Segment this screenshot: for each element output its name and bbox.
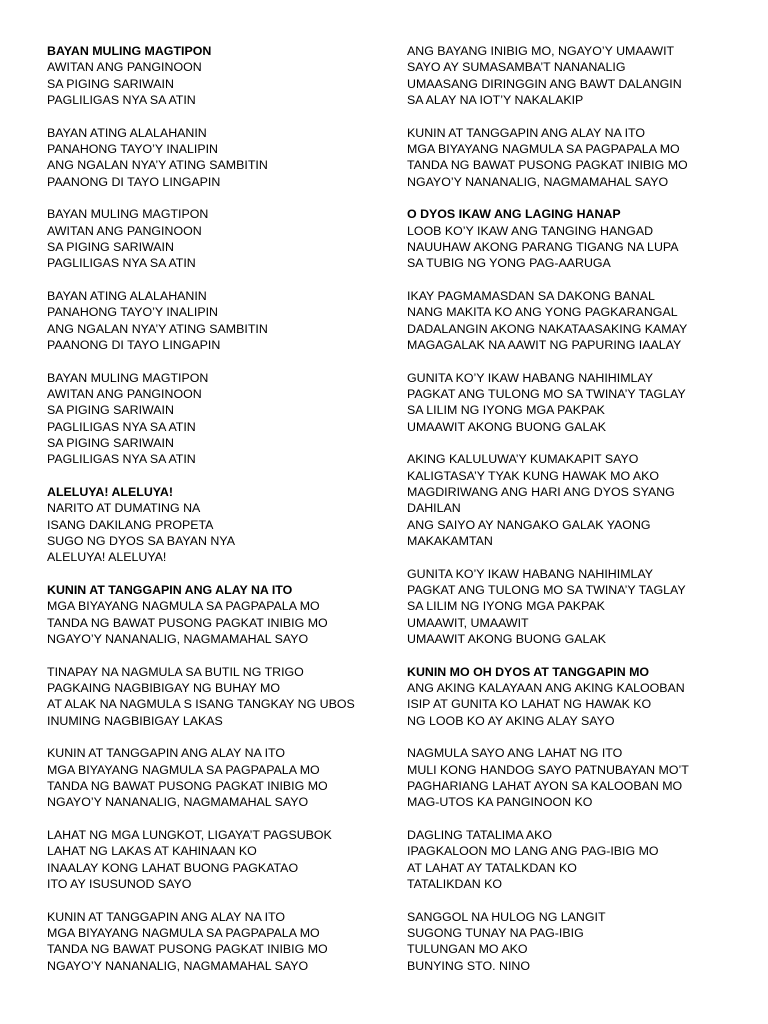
- lyric-line: NG LOOB KO AY AKING ALAY SAYO: [407, 713, 615, 728]
- lyric-line: NGAYO’Y NANANALIG, NAGMAMAHAL SAYO: [407, 174, 669, 189]
- lyric-line: KUNIN AT TANGGAPIN ANG ALAY NA ITO: [407, 125, 646, 140]
- lyric-line: KUNIN AT TANGGAPIN ANG ALAY NA ITO: [47, 746, 286, 761]
- lyric-line: PAGKAING NAGBIBIGAY NG BUHAY MO: [47, 681, 280, 695]
- lyric-stanza: [407, 288, 752, 353]
- lyric-line: TINAPAY NA NAGMULA SA BUTIL NG TRIGO: [47, 664, 304, 679]
- lyric-line: SA PIGING SARIWAIN: [47, 76, 174, 91]
- lyric-line: SUGONG TUNAY NA PAG-IBIG: [407, 926, 584, 941]
- lyric-line: SA PIGING SARIWAIN: [47, 435, 174, 450]
- lyric-line: ANG NGALAN NYA’Y ATING SAMBITIN: [47, 158, 268, 173]
- lyric-line: INUMING NAGBIBIGAY LAKAS: [47, 713, 223, 728]
- lyric-line: UMAASANG DIRINGGIN ANG BAWT DALANGIN: [407, 76, 682, 91]
- lyric-line: MGA BIYAYANG NAGMULA SA PAGPAPALA MO: [47, 762, 320, 777]
- lyric-line: SA LILIM NG IYONG MGA PAKPAK: [407, 403, 605, 418]
- lyric-line: MAG-UTOS KA PANGINOON KO: [407, 795, 593, 810]
- lyric-stanza: [407, 370, 752, 435]
- lyric-line: ISIP AT GUNITA KO LAHAT NG HAWAK KO: [407, 697, 652, 712]
- lyric-stanza: [47, 745, 377, 810]
- lyric-line: SA TUBIG NG YONG PAG-AARUGA: [407, 256, 611, 271]
- lyric-line: DADALANGIN AKONG NAKATAASAKING KAMAY: [407, 321, 688, 336]
- lyric-line: UMAAWIT AKONG BUONG GALAK: [407, 631, 606, 646]
- lyric-line: TANDA NG BAWAT PUSONG PAGKAT INIBIG MO: [407, 158, 688, 173]
- lyric-line: MGA BIYAYANG NAGMULA SA PAGPAPALA MO: [47, 926, 320, 941]
- lyric-line: BAYAN ATING ALALAHANIN: [47, 289, 207, 304]
- lyric-line: AWITAN ANG PANGINOON: [47, 223, 202, 238]
- lyric-line: IPAGKALOON MO LANG ANG PAG-IBIG MO: [407, 844, 659, 859]
- lyric-line: ISANG DAKILANG PROPETA: [47, 517, 214, 532]
- lyric-line: BAYAN MULING MAGTIPON: [47, 207, 209, 222]
- lyric-line: LAHAT NG LAKAS AT KAHINAAN KO: [47, 844, 257, 859]
- lyric-line: PAGLILIGAS NYA SA ATIN: [47, 92, 196, 107]
- lyric-line: ANG NGALAN NYA’Y ATING SAMBITIN: [47, 321, 268, 336]
- lyric-stanza: [47, 206, 377, 271]
- lyric-stanza: [407, 909, 752, 974]
- lyric-stanza: [407, 827, 752, 892]
- lyric-line: NGAYO’Y NANANALIG, NAGMAMAHAL SAYO: [47, 958, 309, 973]
- lyric-line: AWITAN ANG PANGINOON: [47, 60, 202, 75]
- lyric-line: TULUNGAN MO AKO: [407, 942, 528, 957]
- lyric-line: ALELUYA! ALELUYA!: [47, 550, 167, 565]
- lyric-line: MAKAKAMTAN: [407, 533, 493, 548]
- lyric-line: SA PIGING SARIWAIN: [47, 403, 174, 418]
- lyric-line: KALIGTASA’Y TYAK KUNG HAWAK MO AKO: [407, 468, 660, 483]
- lyric-stanza: [47, 125, 377, 190]
- left-column: [47, 43, 377, 990]
- song-title: BAYAN MULING MAGTIPON: [47, 44, 212, 58]
- lyric-line: PAGLILIGAS NYA SA ATIN: [47, 256, 196, 271]
- lyric-line: TANDA NG BAWAT PUSONG PAGKAT INIBIG MO: [47, 942, 328, 957]
- lyric-line: TANDA NG BAWAT PUSONG PAGKAT INIBIG MO: [47, 615, 328, 630]
- lyric-stanza: [47, 288, 377, 353]
- lyric-line: PAGLILIGAS NYA SA ATIN: [47, 452, 196, 467]
- lyric-line: ANG SAIYO AY NANGAKO GALAK YAONG: [407, 517, 651, 532]
- lyric-line: GUNITA KO’Y IKAW HABANG NAHIHIMLAY: [407, 566, 654, 581]
- lyric-line: NGAYO’Y NANANALIG, NAGMAMAHAL SAYO: [47, 795, 309, 810]
- lyric-stanza: [47, 664, 377, 729]
- lyric-line: TATALIKDAN KO: [407, 876, 503, 891]
- lyric-line: ITO AY ISUSUNOD SAYO: [47, 876, 192, 891]
- lyric-line: DAGLING TATALIMA AKO: [407, 828, 553, 843]
- lyric-line: NAGMULA SAYO ANG LAHAT NG ITO: [407, 746, 623, 761]
- song-title: ALELUYA! ALELUYA!: [47, 485, 173, 500]
- lyric-line: PAANONG DI TAYO LINGAPIN: [47, 174, 221, 189]
- song-title: KUNIN MO OH DYOS AT TANGGAPIN MO: [407, 664, 650, 679]
- lyric-stanza: [47, 43, 377, 108]
- lyric-stanza: [407, 206, 752, 271]
- lyric-line: SAYO AY SUMASAMBA’T NANANALIG: [407, 60, 626, 75]
- lyric-line: AKING KALULUWA’Y KUMAKAPIT SAYO: [407, 452, 639, 467]
- lyric-line: PAGKAT ANG TULONG MO SA TWINA’Y TAGLAY: [407, 583, 686, 598]
- lyric-line: UMAAWIT, UMAAWIT: [407, 615, 529, 630]
- lyric-stanza: [407, 451, 752, 549]
- lyric-line: SA ALAY NA IOT’Y NAKALAKIP: [407, 92, 584, 107]
- lyric-stanza: [407, 125, 752, 190]
- lyric-line: NARITO AT DUMATING NA: [47, 501, 201, 516]
- lyric-line: AWITAN ANG PANGINOON: [47, 387, 202, 402]
- song-title: KUNIN AT TANGGAPIN ANG ALAY NA ITO: [47, 583, 293, 598]
- lyric-line: SANGGOL NA HULOG NG LANGIT: [407, 909, 606, 924]
- lyric-stanza: [47, 484, 377, 565]
- lyric-stanza: [47, 582, 377, 647]
- lyric-line: BUNYING STO. NINO: [407, 958, 531, 973]
- lyric-line: LOOB KO’Y IKAW ANG TANGING HANGAD: [407, 223, 654, 238]
- lyric-line: SUGO NG DYOS SA BAYAN NYA: [47, 533, 235, 548]
- lyric-line: NGAYO’Y NANANALIG, NAGMAMAHAL SAYO: [47, 631, 309, 646]
- lyric-line: PAGKAT ANG TULONG MO SA TWINA’Y TAGLAY: [407, 387, 686, 402]
- lyric-line: INAALAY KONG LAHAT BUONG PAGKATAO: [47, 860, 299, 875]
- lyric-line: MAGDIRIWANG ANG HARI ANG DYOS SYANG: [407, 485, 675, 500]
- lyric-line: MGA BIYAYANG NAGMULA SA PAGPAPALA MO: [407, 141, 680, 156]
- lyric-line: PAGHARIANG LAHAT AYON SA KALOOBAN MO: [407, 778, 683, 793]
- lyric-line: SA PIGING SARIWAIN: [47, 239, 174, 254]
- lyric-line: ANG BAYANG INIBIG MO, NGAYO’Y UMAAWIT: [407, 44, 675, 58]
- lyric-stanza: [407, 43, 752, 108]
- lyric-stanza: [407, 664, 752, 729]
- lyric-line: MGA BIYAYANG NAGMULA SA PAGPAPALA MO: [47, 599, 320, 614]
- lyric-line: PAANONG DI TAYO LINGAPIN: [47, 337, 221, 352]
- lyric-stanza: [47, 370, 377, 468]
- lyric-stanza: [407, 566, 752, 647]
- lyric-line: AT ALAK NA NAGMULA S ISANG TANGKAY NG UBOS: [47, 697, 355, 712]
- lyric-line: BAYAN MULING MAGTIPON: [47, 370, 209, 385]
- lyric-line: UMAAWIT AKONG BUONG GALAK: [407, 419, 606, 434]
- lyric-line: MAGAGALAK NA AAWIT NG PAPURING IAALAY: [407, 337, 682, 352]
- lyric-line: NAUUHAW AKONG PARANG TIGANG NA LUPA: [407, 239, 679, 254]
- lyric-line: PAGLILIGAS NYA SA ATIN: [47, 419, 196, 434]
- lyric-line: MULI KONG HANDOG SAYO PATNUBAYAN MO’T: [407, 762, 689, 777]
- lyric-line: AT LAHAT AY TATALKDAN KO: [407, 860, 577, 875]
- lyric-line: LAHAT NG MGA LUNGKOT, LIGAYA’T PAGSUBOK: [47, 828, 332, 843]
- lyric-stanza: [47, 909, 377, 974]
- lyric-line: SA LILIM NG IYONG MGA PAKPAK: [407, 599, 605, 614]
- song-title: O DYOS IKAW ANG LAGING HANAP: [407, 207, 621, 222]
- lyric-line: PANAHONG TAYO’Y INALIPIN: [47, 305, 218, 320]
- lyric-line: IKAY PAGMAMASDAN SA DAKONG BANAL: [407, 289, 655, 304]
- lyric-line: GUNITA KO’Y IKAW HABANG NAHIHIMLAY: [407, 370, 654, 385]
- lyric-stanza: [407, 745, 752, 810]
- lyric-line: PANAHONG TAYO’Y INALIPIN: [47, 141, 218, 156]
- right-column: [407, 43, 752, 990]
- lyric-line: DAHILAN: [407, 501, 461, 516]
- lyric-line: ANG AKING KALAYAAN ANG AKING KALOOBAN: [407, 681, 685, 695]
- lyric-line: KUNIN AT TANGGAPIN ANG ALAY NA ITO: [47, 909, 286, 924]
- lyric-line: BAYAN ATING ALALAHANIN: [47, 125, 207, 140]
- lyric-line: TANDA NG BAWAT PUSONG PAGKAT INIBIG MO: [47, 778, 328, 793]
- lyric-line: NANG MAKITA KO ANG YONG PAGKARANGAL: [407, 305, 678, 320]
- lyric-stanza: [47, 827, 377, 892]
